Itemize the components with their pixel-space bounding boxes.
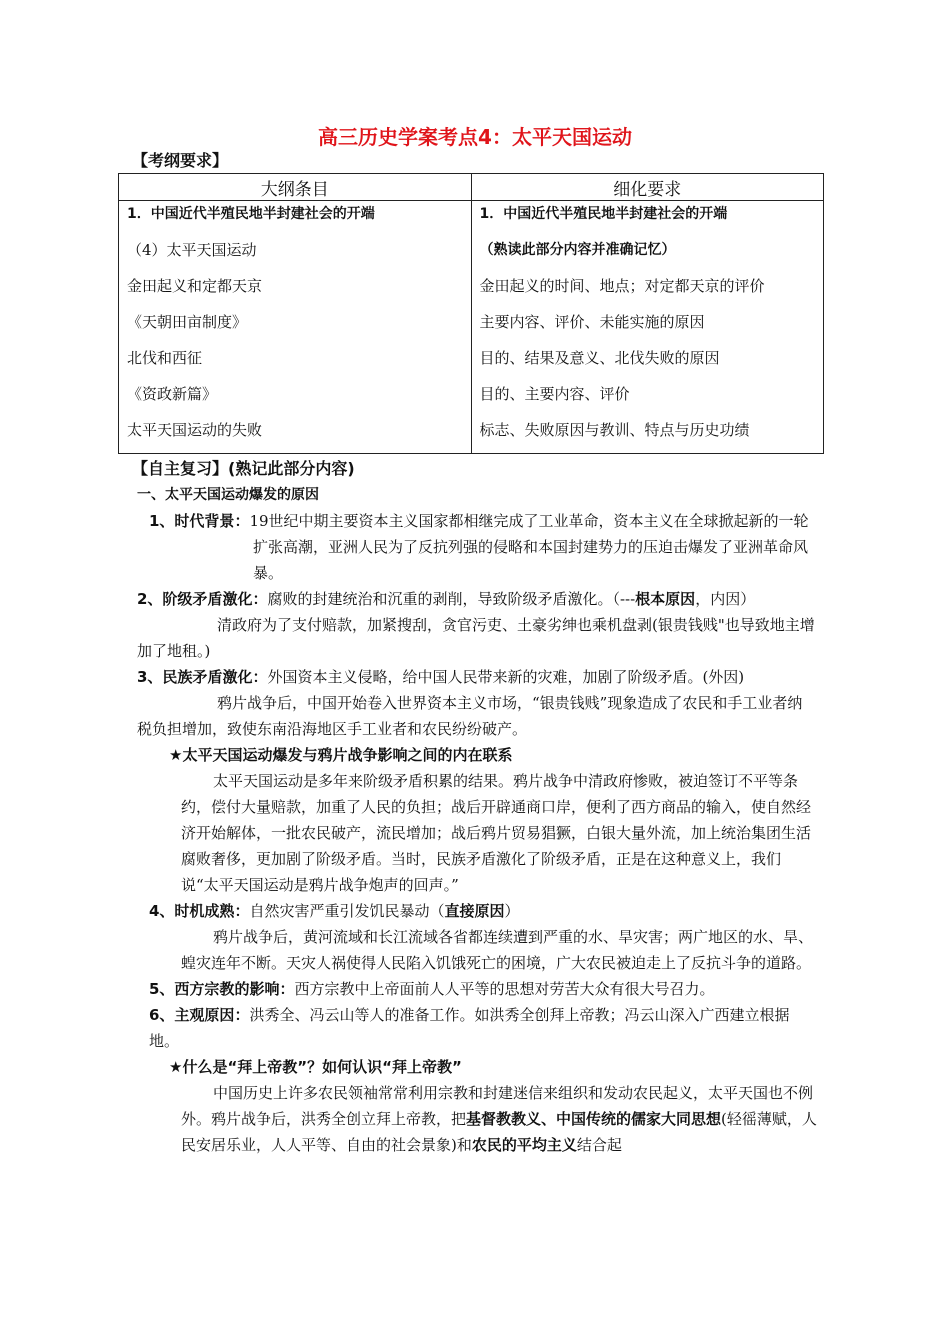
table-header-cell: 大纲条目 (119, 174, 472, 201)
requirement-item: 标志、失败原因与教训、特点与历史功绩 (479, 421, 750, 439)
item-label: 5、西方宗教的影响： (149, 980, 295, 998)
table-cell-outline (119, 201, 472, 454)
paragraph-item2-detail: 清政府为了支付赔款，加紧搜刮，贪官污吏、土豪劣绅也乘机盘剥(银贵钱贱"也导致地主增加了地租。) (137, 616, 815, 660)
item-text: ，内因） (695, 590, 756, 608)
paragraph-item2 (137, 586, 817, 612)
table-cell-requirements (471, 201, 824, 454)
requirement-item: （熟读此部分内容并准确记忆） (479, 242, 676, 258)
item-text: 洪秀全、冯云山等人的准备工作。如洪秀全创拜上帝教；冯云山深入广西建立根据地。 (149, 1006, 790, 1050)
item-text: (轻徭薄赋，人民安居乐业，人人平等、自由的社会景象)和 (181, 1110, 817, 1154)
item-label: 6、主观原因： (149, 1006, 250, 1024)
paragraph-item4 (137, 898, 817, 924)
page-title: 高三历史学案考点4：太平天国运动 (318, 125, 632, 149)
section-heading-review: 【自主复习】(熟记此部分内容) (132, 459, 355, 478)
requirement-item: 目的、主要内容、评价 (479, 385, 630, 403)
item-text: 西方宗教中上帝面前人人平等的思想对劳苦大众有很大号召力。 (294, 980, 715, 998)
heading-causes: 一、太平天国运动爆发的原因 (137, 487, 319, 503)
item-bold: 直接原因 (444, 902, 505, 920)
requirement-item: 主要内容、评价、未能实施的原因 (479, 313, 705, 331)
paragraph-item5 (137, 976, 817, 1002)
paragraph-item4-detail: 鸦片战争后，黄河流域和长江流域各省都连续遭到严重的水、旱灾害；两广地区的水、旱、蝗灾连年不断。天灾人祸使得人民陷入饥饿死亡的困境，广大农民被迫走上了反抗斗争的道路。 (181, 928, 814, 972)
item-bold: 根本原因 (635, 590, 696, 608)
item-label: 3、民族矛盾激化： (137, 668, 268, 686)
review-content (137, 482, 817, 1158)
table-header-row (119, 174, 824, 201)
paragraph-connection: 太平天国运动是多年来阶级矛盾积累的结果。鸦片战争中清政府惨败，被迫签订不平等条约，偿付大量赔款，加重了人民的负担；战后开辟通商口岸，便利了西方商品的输入，使自然经济开始解体，一批农民破产，流民增加；战后鸦片贸易猖獗，白银大量外流，加上统治集团生活腐败奢侈，更加剧了阶级矛盾。当时，民族矛盾激化了阶级矛盾，正是在这种意义上，我们说“太平天国运动是鸦片战争炮声的回声。” (181, 772, 812, 894)
outline-item: 太平天国运动的失败 (127, 421, 263, 439)
requirement-item: 目的、结果及意义、北伐失败的原因 (479, 349, 720, 367)
star-heading-connection: ★太平天国运动爆发与鸦片战争影响之间的内在联系 (169, 746, 513, 764)
item-text: 自然灾害严重引发饥民暴动（ (249, 902, 445, 920)
item-text: 中国历史上许多农民领袖常常利用宗教和封建迷信来组织和发动农民起义，太平天国也不例外。鸦片战争后，洪秀全创立拜上帝教，把 (181, 1084, 814, 1128)
table-row (119, 201, 824, 454)
outline-item: 金田起义和定都天京 (127, 277, 263, 295)
outline-item: 《天朝田亩制度》 (127, 313, 248, 331)
item-text: ） (504, 902, 520, 920)
outline-item: （4）太平天国运动 (127, 241, 257, 259)
paragraph-item6 (137, 1002, 817, 1054)
outline-item: 《资政新篇》 (127, 385, 218, 403)
outline-item: 1．中国近代半殖民地半封建社会的开端 (127, 206, 375, 222)
paragraph-religion (137, 1080, 817, 1158)
item-text: 腐败的封建统治和沉重的剥削，导致阶级矛盾激化。（--- (267, 590, 636, 608)
item-text: 19世纪中期主要资本主义国家都相继完成了工业革命，资本主义在全球掀起新的一轮扩张高潮，亚洲人民为了反抗列强的侵略和本国封建势力的压迫击爆发了亚洲革命风暴。 (249, 512, 809, 582)
section-heading-syllabus: 【考纲要求】 (132, 151, 229, 170)
item-bold: 农民的平均主义 (471, 1136, 577, 1154)
item-label: 4、时机成熟： (149, 902, 250, 920)
item-label: 1、时代背景： (149, 512, 250, 530)
paragraph-item3 (137, 664, 817, 690)
table-header-cell: 细化要求 (471, 174, 824, 201)
item-bold: 基督教教义、中国传统的儒家大同思想 (466, 1110, 722, 1128)
star-heading-religion: ★什么是“拜上帝教”？如何认识“拜上帝教” (169, 1058, 462, 1076)
requirement-item: 金田起义的时间、地点；对定都天京的评价 (479, 277, 765, 295)
item-label: 2、阶级矛盾激化： (137, 590, 268, 608)
item-text: 结合起 (576, 1136, 622, 1154)
paragraph-item3-detail: 鸦片战争后，中国开始卷入世界资本主义市场，“银贵钱贱”现象造成了农民和手工业者纳税负担增加，致使东南沿海地区手工业者和农民纷纷破产。 (137, 694, 803, 738)
paragraph-item1 (137, 508, 817, 586)
item-text: 外国资本主义侵略，给中国人民带来新的灾难，加剧了阶级矛盾。(外因) (267, 668, 745, 686)
syllabus-table (118, 173, 824, 454)
requirement-item: 1．中国近代半殖民地半封建社会的开端 (479, 206, 728, 222)
outline-item: 北伐和西征 (127, 349, 203, 367)
